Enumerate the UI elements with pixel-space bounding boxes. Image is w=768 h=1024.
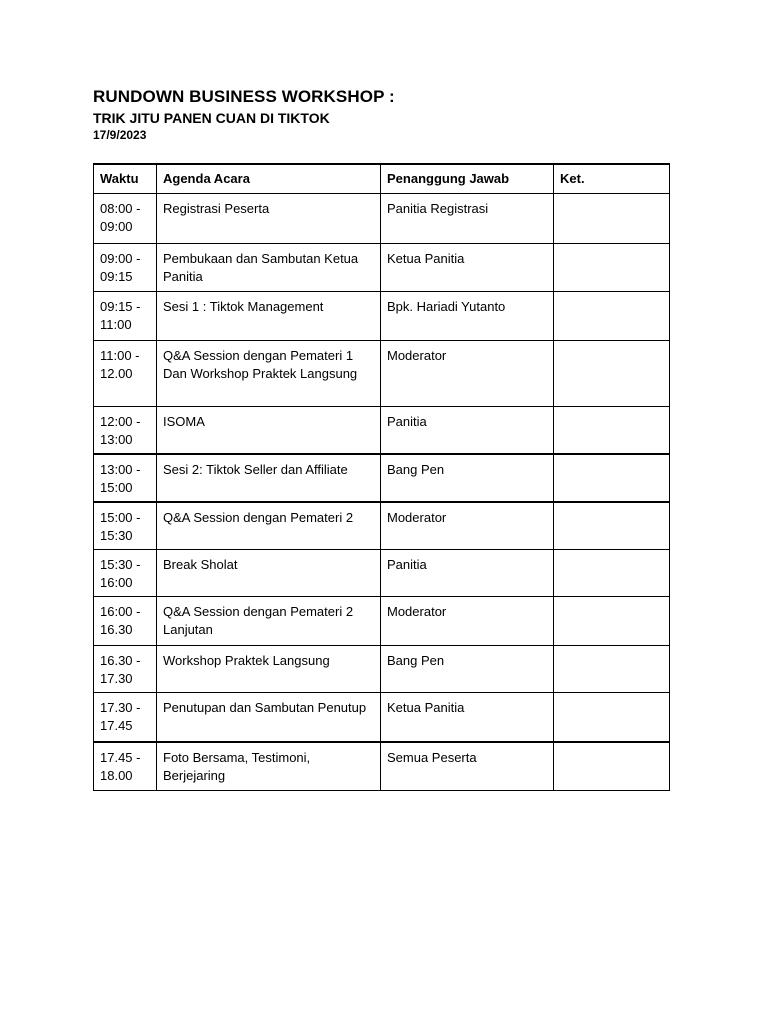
pic-cell: Panitia bbox=[381, 550, 554, 597]
note-cell bbox=[554, 194, 670, 244]
time-start: 17.30 - bbox=[100, 700, 141, 715]
pic-cell: Moderator bbox=[381, 341, 554, 407]
pic-cell: Ketua Panitia bbox=[381, 244, 554, 292]
document-date: 17/9/2023 bbox=[93, 128, 147, 142]
time-cell bbox=[94, 194, 157, 244]
table-row bbox=[94, 244, 670, 292]
table-row bbox=[94, 550, 670, 597]
header-agenda: Agenda Acara bbox=[157, 164, 381, 194]
time-start: 16:00 - bbox=[100, 604, 141, 619]
header-ket: Ket. bbox=[554, 164, 670, 194]
note-cell bbox=[554, 502, 670, 550]
time-end: 17.30 bbox=[100, 671, 133, 686]
time-end: 09:15 bbox=[100, 269, 133, 284]
agenda-cell: Foto Bersama, Testimoni, Berjejaring bbox=[157, 742, 381, 791]
time-end: 17.45 bbox=[100, 718, 133, 733]
time-start: 13:00 - bbox=[100, 462, 141, 477]
table-row bbox=[94, 646, 670, 693]
agenda-cell: Penutupan dan Sambutan Penutup bbox=[157, 693, 381, 742]
agenda-cell: Registrasi Peserta bbox=[157, 194, 381, 244]
time-end: 18.00 bbox=[100, 767, 133, 783]
pic-cell: Moderator bbox=[381, 502, 554, 550]
time-cell bbox=[94, 341, 157, 407]
time-cell bbox=[94, 550, 157, 597]
pic-cell: Bpk. Hariadi Yutanto bbox=[381, 292, 554, 341]
agenda-cell: Pembukaan dan Sambutan Ketua Panitia bbox=[157, 244, 381, 292]
header-waktu: Waktu bbox=[94, 164, 157, 194]
time-end: 16:00 bbox=[100, 575, 133, 590]
time-cell bbox=[94, 292, 157, 341]
table-row bbox=[94, 341, 670, 407]
time-start: 11:00 - bbox=[100, 348, 140, 363]
table-row bbox=[94, 693, 670, 742]
agenda-cell: ISOMA bbox=[157, 407, 381, 455]
time-cell bbox=[94, 454, 157, 502]
table-header bbox=[94, 164, 670, 194]
time-start: 15:00 - bbox=[100, 510, 141, 525]
note-cell bbox=[554, 244, 670, 292]
note-cell bbox=[554, 693, 670, 742]
time-end: 11:00 bbox=[100, 317, 132, 332]
agenda-cell: Sesi 1 : Tiktok Management bbox=[157, 292, 381, 341]
note-cell bbox=[554, 454, 670, 502]
table-row bbox=[94, 597, 670, 646]
time-start: 08:00 - bbox=[100, 201, 141, 216]
agenda-cell: Q&A Session dengan Pemateri 2 Lanjutan bbox=[157, 597, 381, 646]
document-subtitle: TRIK JITU PANEN CUAN DI TIKTOK bbox=[93, 110, 330, 126]
pic-cell: Ketua Panitia bbox=[381, 693, 554, 742]
time-end: 12.00 bbox=[100, 366, 133, 381]
time-start: 09:15 - bbox=[100, 299, 141, 314]
time-end: 15:00 bbox=[100, 480, 133, 495]
agenda-cell: Workshop Praktek Langsung bbox=[157, 646, 381, 693]
note-cell bbox=[554, 292, 670, 341]
rundown-table bbox=[93, 163, 670, 791]
agenda-cell: Q&A Session dengan Pemateri 2 bbox=[157, 502, 381, 550]
pic-cell: Panitia bbox=[381, 407, 554, 455]
time-cell bbox=[94, 597, 157, 646]
time-cell bbox=[94, 502, 157, 550]
note-cell bbox=[554, 407, 670, 455]
table-row bbox=[94, 292, 670, 341]
note-cell bbox=[554, 550, 670, 597]
table-header-row bbox=[94, 164, 670, 194]
time-end: 13:00 bbox=[100, 432, 133, 447]
time-cell bbox=[94, 407, 157, 455]
table-row bbox=[94, 502, 670, 550]
time-cell bbox=[94, 693, 157, 742]
time-cell bbox=[94, 244, 157, 292]
table-row bbox=[94, 742, 670, 791]
header-penanggung-jawab: Penanggung Jawab bbox=[381, 164, 554, 194]
pic-cell: Moderator bbox=[381, 597, 554, 646]
table-row bbox=[94, 407, 670, 455]
document-title: RUNDOWN BUSINESS WORKSHOP : bbox=[93, 87, 395, 106]
table-row bbox=[94, 194, 670, 244]
note-cell bbox=[554, 646, 670, 693]
table-body bbox=[94, 194, 670, 791]
pic-cell: Bang Pen bbox=[381, 646, 554, 693]
time-cell bbox=[94, 646, 157, 693]
time-start: 09:00 - bbox=[100, 251, 141, 266]
time-start: 12:00 - bbox=[100, 414, 141, 429]
pic-cell: Bang Pen bbox=[381, 454, 554, 502]
time-end: 16.30 bbox=[100, 622, 133, 637]
pic-cell: Panitia Registrasi bbox=[381, 194, 554, 244]
note-cell bbox=[554, 742, 670, 791]
agenda-cell: Q&A Session dengan Pemateri 1 Dan Workshop Praktek Langsung bbox=[157, 341, 381, 407]
time-cell bbox=[94, 742, 157, 791]
time-end: 09:00 bbox=[100, 219, 133, 234]
time-start: 15:30 - bbox=[100, 557, 141, 572]
table-row bbox=[94, 454, 670, 502]
agenda-cell: Break Sholat bbox=[157, 550, 381, 597]
pic-cell: Semua Peserta bbox=[381, 742, 554, 791]
agenda-cell: Sesi 2: Tiktok Seller dan Affiliate bbox=[157, 454, 381, 502]
note-cell bbox=[554, 341, 670, 407]
time-start: 17.45 - bbox=[100, 749, 141, 765]
note-cell bbox=[554, 597, 670, 646]
time-end: 15:30 bbox=[100, 528, 133, 543]
time-start: 16.30 - bbox=[100, 653, 141, 668]
